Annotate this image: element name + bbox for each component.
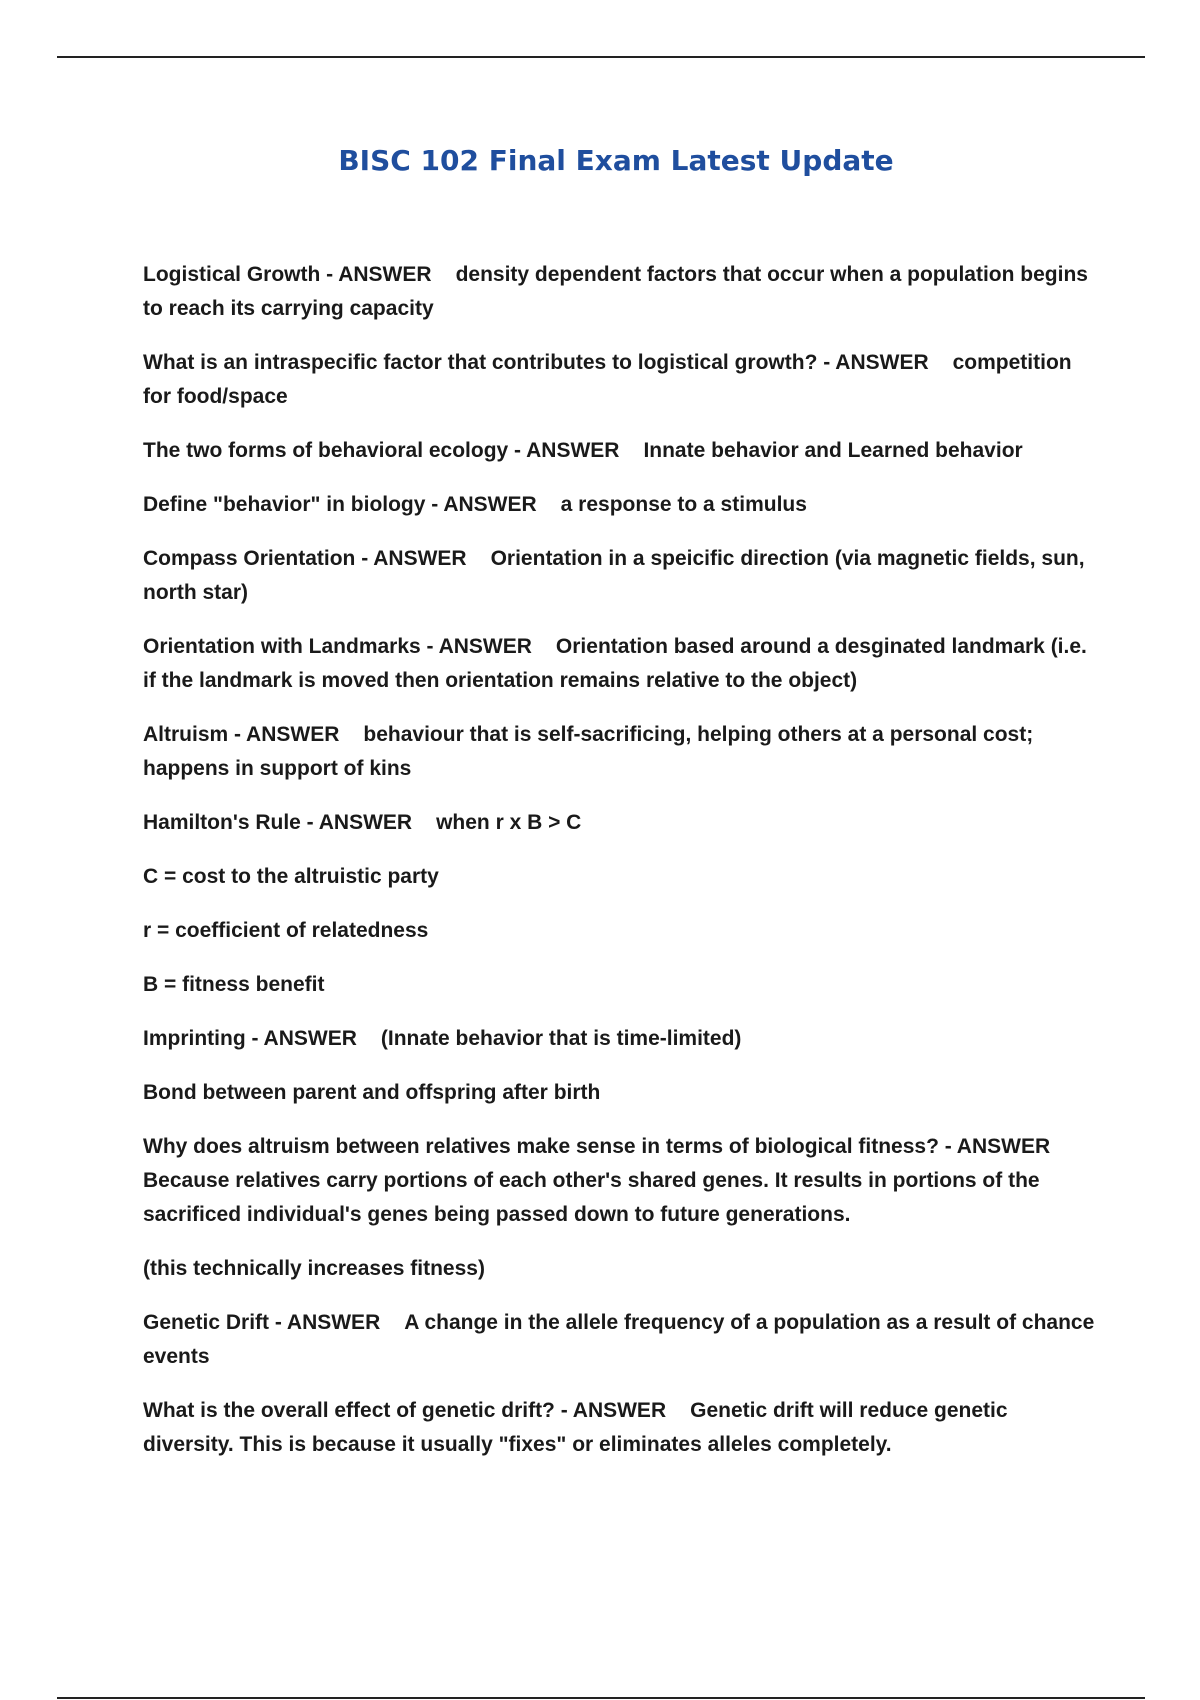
question: Altruism - ANSWER	[143, 723, 340, 746]
answer: density dependent factors that occur when a population begins to reach its carrying capacity	[143, 263, 1088, 320]
note-text: (this technically increases fitness)	[143, 1257, 485, 1280]
qa-entry	[143, 434, 1103, 468]
answer: when r x B > C	[436, 811, 582, 834]
answer: Genetic drift will reduce genetic diversity. This is because it usually "fixes" or eliminates alleles completely.	[143, 1399, 1008, 1456]
note-line	[143, 1252, 1103, 1286]
note-line	[143, 914, 1103, 948]
qa-entry	[143, 718, 1103, 786]
answer: competition for food/space	[143, 351, 1072, 408]
question: Imprinting - ANSWER	[143, 1027, 357, 1050]
note-text: r = coefficient of relatedness	[143, 919, 429, 942]
qa-entry	[143, 1130, 1103, 1232]
question: What is the overall effect of genetic drift? - ANSWER	[143, 1399, 667, 1422]
question: Orientation with Landmarks - ANSWER	[143, 635, 532, 658]
answer: Because relatives carry portions of each other's shared genes. It results in portions of the sacrificed individual's genes being passed down to future generations.	[143, 1169, 1040, 1226]
qa-entry	[143, 258, 1103, 326]
qa-entry	[143, 1394, 1103, 1462]
note-text: B = fitness benefit	[143, 973, 325, 996]
question: The two forms of behavioral ecology - ANSWER	[143, 439, 620, 462]
qa-entry	[143, 346, 1103, 414]
answer: (Innate behavior that is time-limited)	[380, 1027, 742, 1050]
question: Define "behavior" in biology - ANSWER	[143, 493, 537, 516]
qa-entry	[143, 542, 1103, 610]
question: Logistical Growth - ANSWER	[143, 263, 432, 286]
document-title: BISC 102 Final Exam Latest Update	[338, 144, 894, 177]
answer: a response to a stimulus	[560, 493, 807, 516]
qa-entry	[143, 488, 1103, 522]
answer: A change in the allele frequency of a population as a result of chance events	[143, 1311, 1095, 1368]
top-rule	[57, 56, 1145, 58]
qa-entry	[143, 1306, 1103, 1374]
question: Compass Orientation - ANSWER	[143, 547, 467, 570]
answer: Innate behavior and Learned behavior	[643, 439, 1023, 462]
note-line	[143, 860, 1103, 894]
note-line	[143, 968, 1103, 1002]
qa-entry	[143, 630, 1103, 698]
bottom-rule	[57, 1697, 1145, 1699]
answer: Orientation in a speicific direction (via magnetic fields, sun, north star)	[143, 547, 1085, 604]
note-text: Bond between parent and offspring after birth	[143, 1081, 601, 1104]
question: Genetic Drift - ANSWER	[143, 1311, 381, 1334]
question: Hamilton's Rule - ANSWER	[143, 811, 413, 834]
note-line	[143, 1076, 1103, 1110]
note-text: C = cost to the altruistic party	[143, 865, 439, 888]
question: What is an intraspecific factor that contributes to logistical growth? - ANSWER	[143, 351, 929, 374]
qa-entry	[143, 806, 1103, 840]
qa-entry	[143, 1022, 1103, 1056]
question: Why does altruism between relatives make sense in terms of biological fitness? - ANSWER	[143, 1135, 1051, 1158]
qa-list	[143, 258, 1103, 1482]
answer: behaviour that is self-sacrificing, helping others at a personal cost; happens in support of kins	[143, 723, 1034, 780]
answer: Orientation based around a desginated landmark (i.e. if the landmark is moved then orientation remains relative to the object)	[143, 635, 1087, 692]
